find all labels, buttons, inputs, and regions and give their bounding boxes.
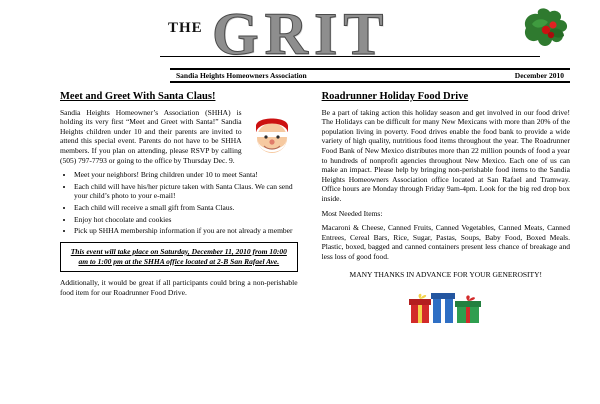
santa-article-closing: Additionally, it would be great if all participants could bring a non-perishable food item for our Roadrunner Food Drive. — [60, 277, 298, 297]
banner-org-name: Sandia Heights Homeowners Association — [176, 71, 307, 80]
thanks-message: MANY THANKS IN ADVANCE FOR YOUR GENEROSITY! — [349, 269, 543, 279]
santa-article-heading: Meet and Greet With Santa Claus! — [60, 91, 216, 102]
right-column — [322, 91, 570, 329]
santa-claus-illustration — [246, 108, 298, 160]
masthead-rule — [160, 56, 540, 57]
masthead — [160, 1, 540, 67]
list-item: • Pick up SHHA membership information if you are not already a member — [74, 226, 298, 236]
banner-issue-date: December 2010 — [514, 71, 564, 80]
gift-boxes-illustration — [407, 283, 485, 329]
food-drive-heading: Roadrunner Holiday Food Drive — [321, 91, 469, 102]
left-column — [30, 91, 298, 329]
santa-article-paragraph: Sandia Heights Homeowner’s Association (SHHA) is holding its very first “Meet and Greet with Santa!” Sandia Heights children under 10 and their parents are invited to attend this special event. Parents do not have to be SHHA members. If you plan on attending, please RSVP by calling (505) 797-7793 or going to the office by Thursday Dec. 9. — [60, 107, 242, 165]
list-item: • Meet your neighbors! Bring children under 10 to meet Santa! — [74, 170, 298, 180]
santa-event-bullet-list — [60, 170, 298, 236]
newsletter-page — [0, 1, 600, 404]
masthead-the-label: THE — [168, 20, 203, 36]
food-drive-paragraph: Be a part of taking action this holiday season and get involved in our food drive! The Holidays can be difficult for many New Mexicans with more than 20% of the population living in poverty. Food drives enable the food bank to provide a wide variety of high quality, nutritious food items throughout the year. The Roadrunner Food Bank of New Mexico distributes more than 22 million pounds of food a year to hundreds of nonprofit agencies throughout New Mexico. Each one of us can make an impact. Please help by bringing non-perishable food items to the Sandia Heights Homeowners Association office located at San Rafael and Tramway. Office hours are Monday through Friday 9am-4pm. Look for the big red drop box inside. — [321, 107, 570, 203]
banner-bar — [170, 68, 570, 83]
event-details-callout: This event will take place on Saturday, December 11, 2010 from 10:00 am to 1:00 pm at the SHHA office located at 2-B San Rafael Ave. — [60, 242, 298, 272]
most-needed-items-label: Most Needed Items: — [321, 208, 383, 218]
list-item: • Enjoy hot chocolate and cookies — [74, 215, 298, 225]
masthead-title: GRIT — [212, 1, 390, 67]
article-columns — [30, 91, 570, 329]
list-item: • Each child will have his/her picture taken with Santa Claus. We can send your child’s photo to your e-mail! — [74, 182, 298, 201]
holly-decoration-icon — [520, 6, 576, 54]
most-needed-items-list: Macaroni & Cheese, Canned Fruits, Canned Vegetables, Canned Meats, Canned Entrees, Cereal Bars, Rice, Sugar, Pastas, Soups, Baby Food, Boxed Meals. Plastic, boxed, bagged and canned containers present less chance of breakage and less loss of good food. — [321, 223, 570, 261]
list-item: • Each child will receive a small gift from Santa Claus. — [74, 203, 298, 213]
